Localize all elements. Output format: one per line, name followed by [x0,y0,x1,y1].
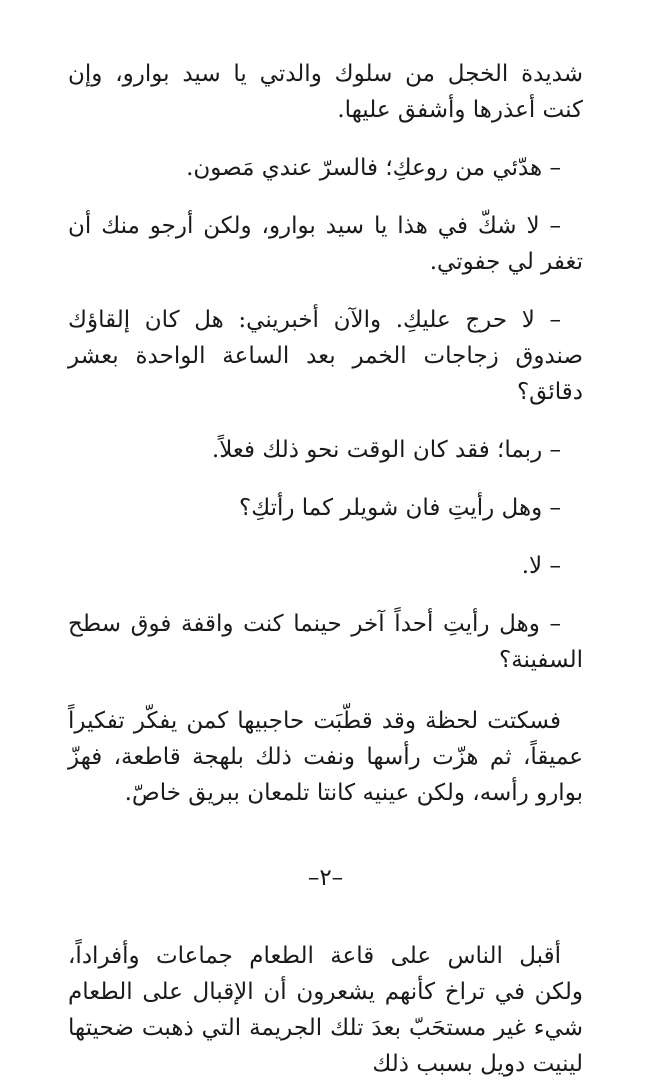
dialogue-line-4: – ربما؛ فقد كان الوقت نحو ذلك فعلاً. [211,437,561,463]
paragraph-narration-1: شديدة الخجل من سلوك والدتي يا سيد بوارو، وإن كنت أعذرها وأشفق عليها. [68,61,583,123]
paragraph-narration-3: أقبل الناس على قاعة الطعام جماعات وأفراداً، ولكن في تراخ كأنهم يشعرون أن الإقبال على الطعام شيء غير مستحَبّ بعدَ تلك الجريمة التي ذهبت ضحيتها لينيت دويل بسبب ذلك [68,943,583,1077]
dialogue-line-3: – لا حرج عليكِ. والآن أخبريني: هل كان إلقاؤك صندوق زجاجات الخمر بعد الساعة الواحدة بعشر دقائق؟ [68,307,583,405]
dialogue-line-5: – وهل رأيتِ فان شويلر كما رأتكِ؟ [239,495,561,521]
dialogue-line-1: – هدّئي من روعكِ؛ فالسرّ عندي مَصون. [186,155,561,181]
dialogue-line-6: – لا. [521,553,561,579]
dialogue-line-2: – لا شكّ في هذا يا سيد بوارو، ولكن أرجو منك أن تغفر لي جفوتي. [68,213,583,275]
dialogue-line-7: – وهل رأيتِ أحداً آخر حينما كنت واقفة فوق سطح السفينة؟ [68,611,583,673]
paragraph-narration-2: فسكتت لحظة وقد قطّبَت حاجبيها كمن يفكّر تفكيراً عميقاً، ثم هزّت رأسها ونفت ذلك بلهجة قاطعة، فهزّ بوارو رأسه، ولكن عينيه كانتا تلمعان ببريق خاصّ. [68,708,583,806]
section-number: –٢– [307,865,344,891]
